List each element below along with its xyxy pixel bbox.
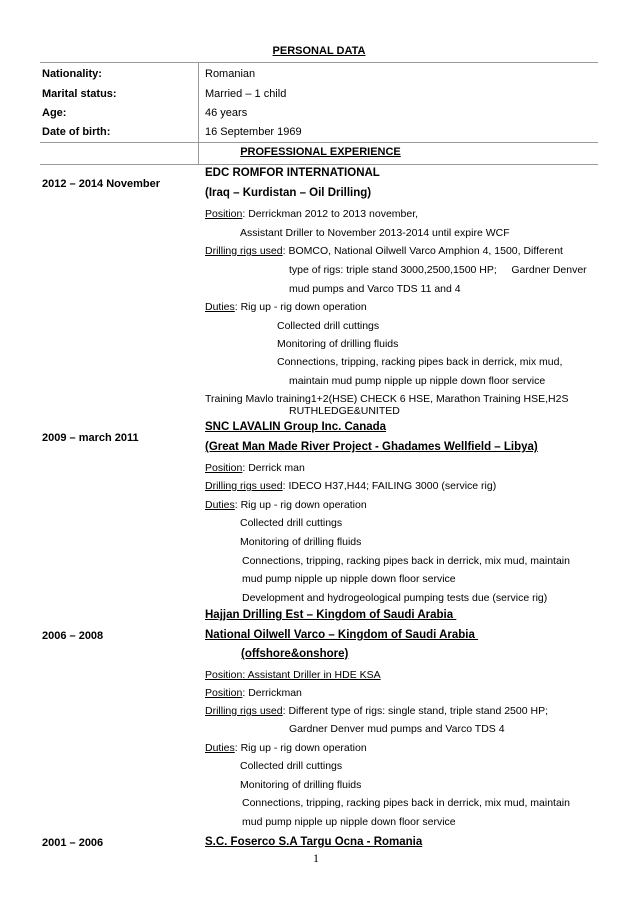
position-text: : Derrickman	[242, 687, 302, 699]
duty-item: mud pump nipple up nipple down floor service	[242, 573, 456, 585]
training-line-2: RUTHLEDGE&UNITED	[289, 405, 400, 417]
personal-data-title: PERSONAL DATA	[272, 45, 366, 57]
project-name: (Great Man Made River Project - Ghadames Wellfield – Libya)	[205, 441, 538, 453]
rigs-line-2: Gardner Denver mud pumps and Varco TDS 4	[289, 723, 505, 735]
rigs-label: Drilling rigs used	[205, 480, 283, 492]
duties-line	[205, 301, 367, 313]
column-divider	[198, 62, 199, 142]
rigs-line-3: mud pumps and Varco TDS 11 and 4	[289, 283, 461, 295]
project-name: (offshore&onshore)	[241, 648, 349, 660]
date-of-birth-value: 16 September 1969	[205, 126, 302, 138]
duties-label: Duties	[205, 499, 235, 511]
position-label: Position	[205, 669, 243, 681]
duty-item: Connections, tripping, racking pipes back in derrick, mix mud, maintain	[242, 555, 570, 567]
duty-item: Connections, tripping, racking pipes back in derrick, mix mud,	[277, 356, 563, 368]
position-text: : Assistant Driller in HDE KSA	[242, 669, 381, 681]
duty-item: Connections, tripping, racking pipes back in derrick, mix mud, maintain	[242, 797, 570, 809]
rigs-line	[205, 480, 496, 492]
duties-text: : Rig up - rig down operation	[234, 301, 367, 313]
company-name-2: National Oilwell Varco – Kingdom of Saudi Arabia	[205, 629, 479, 641]
duties-label: Duties	[205, 301, 235, 313]
page-number: 1	[313, 851, 319, 865]
training-line: Training Mavlo training1+2(HSE) CHECK 6 HSE, Marathon Training HSE,H2S	[205, 393, 569, 405]
job-date: 2006 – 2008	[42, 630, 104, 642]
duty-item: Monitoring of drilling fluids	[240, 536, 362, 548]
position-line	[205, 208, 418, 220]
duties-text: : Rig up - rig down operation	[234, 499, 367, 511]
age-value: 46 years	[205, 107, 248, 119]
rigs-line	[205, 705, 548, 717]
duties-line	[205, 499, 367, 511]
marital-status-label: Marital status:	[42, 88, 117, 100]
duties-text: : Rig up - rig down operation	[234, 742, 367, 754]
rigs-line-2: type of rigs: triple stand 3000,2500,1500 HP; Gardner Denver	[289, 264, 587, 276]
rigs-text: : IDECO H37,H44; FAILING 3000 (service rig)	[282, 480, 497, 492]
position-line-2: Assistant Driller to November 2013-2014 until expire WCF	[240, 227, 510, 239]
duty-item: Monitoring of drilling fluids	[240, 779, 362, 791]
nationality-value: Romanian	[205, 68, 256, 80]
position-text: : Derrickman 2012 to 2013 november,	[242, 208, 419, 220]
rigs-label: Drilling rigs used	[205, 705, 283, 717]
professional-experience-title: PROFESSIONAL EXPERIENCE	[240, 146, 401, 158]
rigs-label: Drilling rigs used	[205, 245, 283, 257]
duties-line	[205, 742, 367, 754]
duty-item: mud pump nipple up nipple down floor service	[242, 816, 456, 828]
divider	[40, 164, 598, 165]
date-of-birth-label: Date of birth:	[42, 126, 111, 138]
job-date: 2009 – march 2011	[42, 432, 139, 444]
duty-item: Monitoring of drilling fluids	[277, 338, 399, 350]
age-label: Age:	[42, 107, 67, 119]
company-name: SNC LAVALIN Group Inc. Canada	[205, 421, 387, 433]
duty-item: Collected drill cuttings	[277, 320, 380, 332]
column-divider	[198, 142, 199, 164]
position-label: Position	[205, 462, 243, 474]
position-line	[205, 462, 305, 474]
rigs-text: : BOMCO, National Oilwell Varco Amphion 4, 1500, Different	[282, 245, 563, 257]
duty-item: maintain mud pump nipple up nipple down floor service	[289, 375, 546, 387]
position-line-2	[205, 687, 302, 699]
duty-item: Collected drill cuttings	[240, 517, 343, 529]
company-name: Hajjan Drilling Est – Kingdom of Saudi Arabia	[205, 609, 457, 621]
company-name: S.C. Foserco S.A Targu Ocna - Romania	[205, 836, 423, 848]
duties-label: Duties	[205, 742, 235, 754]
divider	[40, 62, 598, 63]
position-label: Position	[205, 687, 243, 699]
position-line	[205, 669, 381, 681]
nationality-label: Nationality:	[42, 68, 102, 80]
rigs-text: : Different type of rigs: single stand, triple stand 2500 HP;	[282, 705, 548, 717]
duty-item: Development and hydrogeological pumping tests due (service rig)	[242, 592, 548, 604]
project-name: (Iraq – Kurdistan – Oil Drilling)	[205, 187, 372, 199]
divider	[40, 142, 598, 143]
rigs-line	[205, 245, 563, 257]
marital-status-value: Married – 1 child	[205, 88, 287, 100]
position-label: Position	[205, 208, 243, 220]
company-name: EDC ROMFOR INTERNATIONAL	[205, 167, 380, 179]
job-date: 2012 – 2014 November	[42, 178, 161, 190]
position-text: : Derrick man	[242, 462, 305, 474]
job-date: 2001 – 2006	[42, 837, 104, 849]
duty-item: Collected drill cuttings	[240, 760, 343, 772]
